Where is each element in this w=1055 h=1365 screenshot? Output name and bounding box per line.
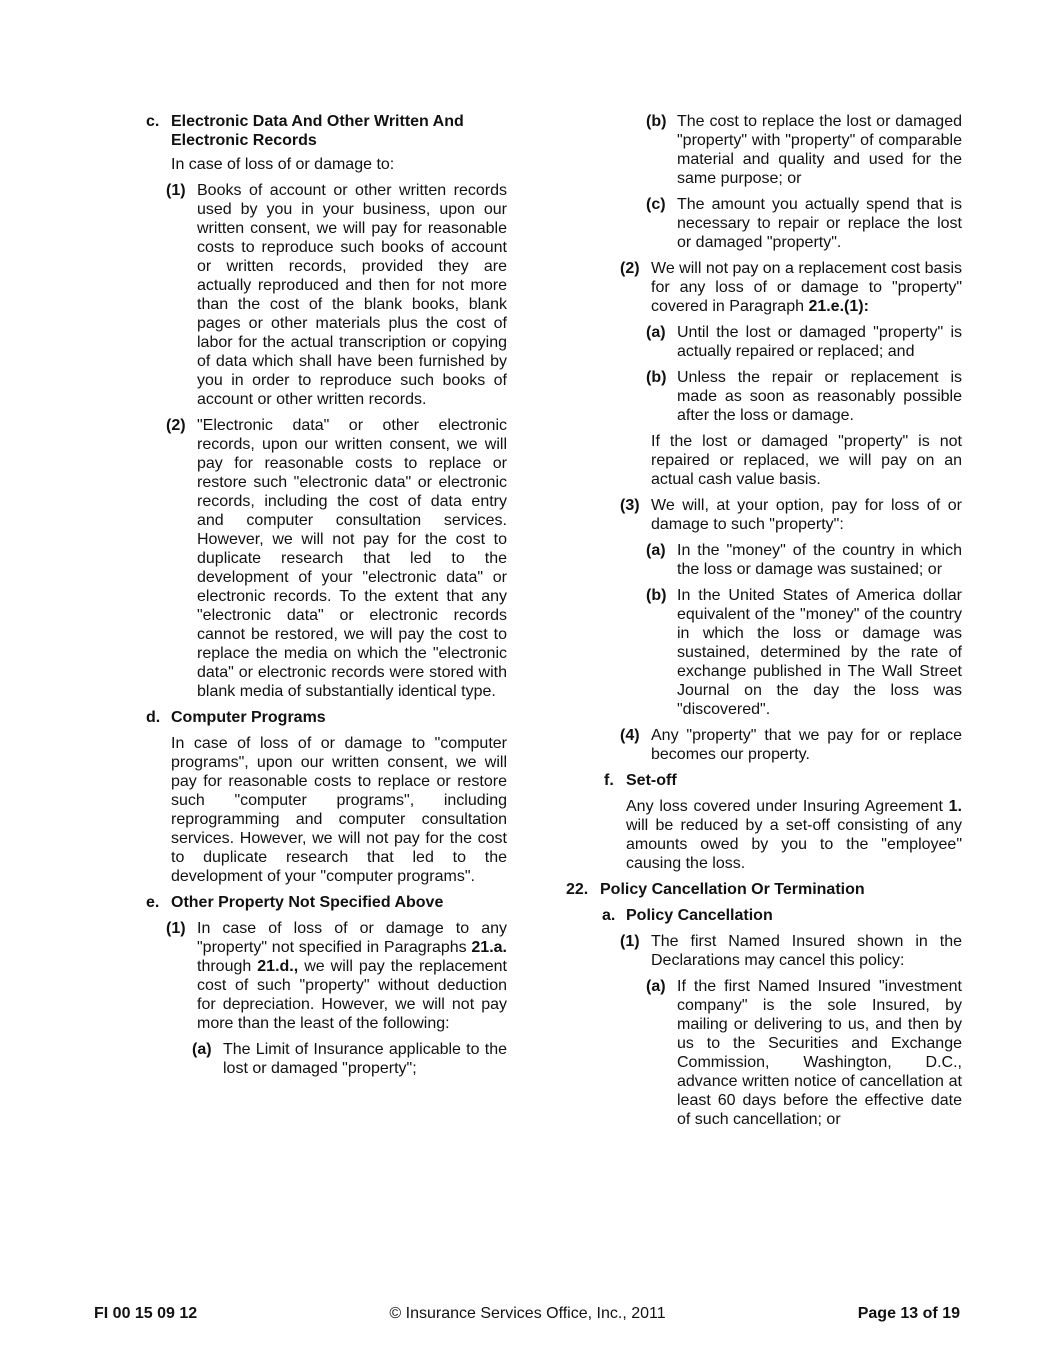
item-text: Books of account or other written records used by you in your business, upon our written consent, we will pay for reasonable costs to reproduce such books of account or written records, provided they are actually reproduced and then for not more than the cost of the blank books, blank pages or other materials plus the cost of labor for the actual transcription or copying of data which shall have been furnished by you in order to reproduce such books of account or other written records. (197, 182, 507, 408)
section-c-heading: Electronic Data And Other Written And Electronic Records (171, 113, 464, 149)
page-footer (0, 1304, 1055, 1324)
item-label: (a) (646, 542, 666, 559)
section-c (146, 112, 507, 174)
section-f-heading: Set-off (626, 772, 677, 789)
item-label: (a) (646, 978, 666, 995)
section-e-item-4 (564, 726, 962, 764)
item-label: (1) (620, 933, 640, 950)
footer-page-number: Page 13 of 19 (857, 1305, 960, 1322)
section-d-label: d. (146, 709, 161, 726)
section-f (564, 771, 962, 873)
item-text: Until the lost or damaged "property" is actually repaired or replaced; and (677, 324, 962, 360)
item-text: If the first Named Insured "investment company" is the sole Insured, by mailing or delivering to us, and then by us to the Securities and Exchange Commission, Washington, D.C., advance written notice of cancellation at least 60 days before the effective date of such cancellation; or (677, 978, 962, 1128)
section-22-a (564, 906, 962, 925)
section-c-label: c. (146, 113, 160, 130)
item-label: (b) (646, 113, 667, 130)
footer-copyright: © Insurance Services Office, Inc., 2011 (389, 1305, 666, 1322)
section-e-item-1 (146, 919, 507, 1033)
item-label: (b) (646, 369, 667, 386)
item-text: Unless the repair or replacement is made as soon as reasonably possible after the loss or damage. (677, 369, 962, 424)
item-text: In the United States of America dollar equivalent of the "money" of the country in which the loss or damage was sustained, determined by the rate of exchange published in The Wall Street Journal on the day the loss was "discovered". (677, 587, 962, 718)
item-text: The amount you actually spend that is necessary to repair or replace the lost or damaged "property". (677, 196, 962, 251)
item-text: Any "property" that we pay for or replace becomes our property. (651, 727, 962, 763)
section-e-item-2-note: If the lost or damaged "property" is not repaired or replaced, we will pay on an actual cash value basis. (651, 433, 962, 488)
item-label: (a) (646, 324, 666, 341)
section-e-heading: Other Property Not Specified Above (171, 894, 444, 911)
item-label: (2) (166, 417, 186, 434)
item-text: In case of loss of or damage to any "property" not specified in Paragraphs 21.a. through 21.d., we will pay the replacement cost of such "property" without deduction for depreciation. However, we will not pay more than the least of the following: (197, 920, 507, 1032)
section-22-label: 22. (566, 881, 589, 898)
section-22 (564, 880, 962, 899)
section-e-item-1-a (146, 1040, 507, 1078)
footer-form-number: FI 00 15 09 12 (94, 1305, 198, 1322)
section-d (146, 708, 507, 886)
item-label: (4) (620, 727, 640, 744)
section-f-label: f. (604, 772, 614, 789)
section-e-item-2-b (564, 368, 962, 425)
section-22-a-label: a. (602, 907, 616, 924)
section-c-intro: In case of loss of or damage to: (171, 156, 395, 173)
item-label: (a) (192, 1041, 212, 1058)
left-column (146, 112, 507, 1085)
section-e-item-1-c (564, 195, 962, 252)
section-e-item-3-a (564, 541, 962, 579)
section-f-text: Any loss covered under Insuring Agreement 1. will be reduced by a set-off consisting of any amounts owed by you to the "employee" causing the loss. (626, 798, 962, 872)
item-label: (1) (166, 182, 186, 199)
section-e-item-2-a (564, 323, 962, 361)
section-e-item-3-b (564, 586, 962, 719)
item-text: We will, at your option, pay for loss of or damage to such "property": (651, 497, 962, 533)
section-e-item-3 (564, 496, 962, 534)
item-text: "Electronic data" or other electronic records, upon our written consent, we will pay for reasonable costs to replace or restore such "electronic data" or electronic records, including the cost of data entry and computer consultation services. However, we will not pay for the cost to duplicate research that led to the development of your "electronic data" or electronic records. To the extent that any "electronic data" or electronic records cannot be restored, we will pay the cost to replace the media on which the "electronic data" or electronic records were stored with blank media of substantially identical type. (197, 417, 507, 700)
item-text: In the "money" of the country in which the loss or damage was sustained; or (677, 542, 962, 578)
item-text: The first Named Insured shown in the Declarations may cancel this policy: (651, 933, 962, 969)
item-label: (3) (620, 497, 640, 514)
section-22-a-item-1-a (564, 977, 962, 1129)
section-22-a-heading: Policy Cancellation (626, 907, 773, 924)
section-d-heading: Computer Programs (171, 709, 326, 726)
section-c-item-1 (146, 181, 507, 409)
right-column (564, 112, 962, 1136)
section-22-heading: Policy Cancellation Or Termination (600, 881, 865, 898)
section-e-item-1-b (564, 112, 962, 188)
item-label: (1) (166, 920, 186, 937)
item-text: The Limit of Insurance applicable to the lost or damaged "property"; (223, 1041, 507, 1077)
item-text: We will not pay on a replacement cost basis for any loss of or damage to "property" covered in Paragraph 21.e.(1): (651, 260, 962, 315)
item-text: The cost to replace the lost or damaged "property" with "property" of comparable material and quality and used for the same purpose; or (677, 113, 962, 187)
section-c-item-2 (146, 416, 507, 701)
item-label: (2) (620, 260, 640, 277)
section-e (146, 893, 507, 912)
section-e-item-2 (564, 259, 962, 316)
section-22-a-item-1 (564, 932, 962, 970)
item-label: (c) (646, 196, 666, 213)
section-d-text: In case of loss of or damage to "computer programs", upon our written consent, we will pay for reasonable costs to replace or restore such "computer programs", including reprogramming and computer consultation services. However, we will not pay for the cost to duplicate research that led to the development of your "computer programs". (171, 735, 507, 885)
item-label: (b) (646, 587, 667, 604)
section-e-label: e. (146, 894, 160, 911)
